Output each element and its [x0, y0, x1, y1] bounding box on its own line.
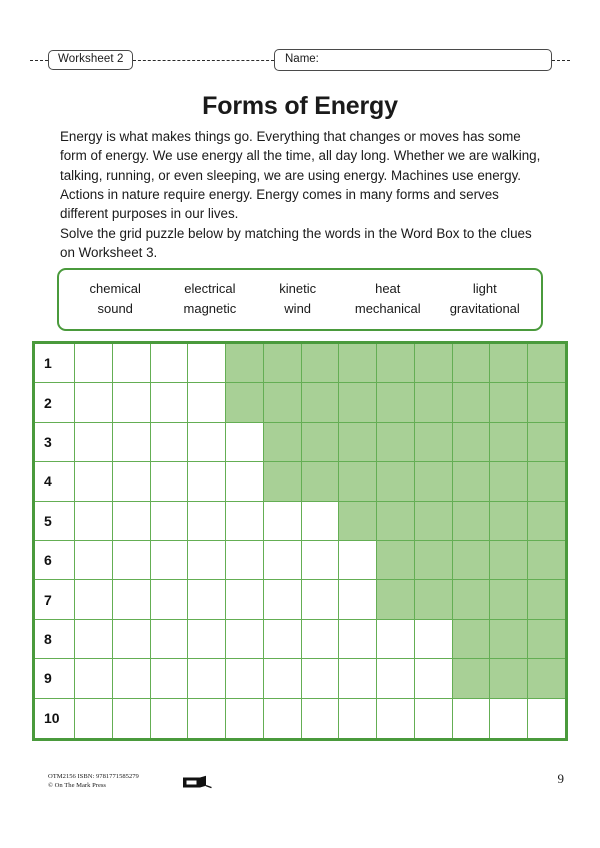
- grid-cell-blank[interactable]: [415, 620, 453, 659]
- grid-cell-blank[interactable]: [226, 502, 264, 541]
- word-box-row-2: [69, 299, 531, 319]
- grid-cell-blank[interactable]: [113, 620, 151, 659]
- grid-cell-blank[interactable]: [75, 541, 113, 580]
- grid-cell-blank[interactable]: [339, 620, 377, 659]
- grid-cell-blank[interactable]: [151, 580, 189, 619]
- instruction-paragraph: Solve the grid puzzle below by matching the words in the Word Box to the clues on Worksheet 3.: [60, 226, 532, 261]
- word-electrical: electrical: [184, 281, 236, 296]
- grid-cell-blank[interactable]: [75, 344, 113, 383]
- publisher-logo-icon: [182, 773, 214, 791]
- footer-code-line: OTM2156 ISBN: 9781771585279: [48, 773, 139, 780]
- grid-row-label: 5: [35, 502, 75, 541]
- grid-cell-shaded[interactable]: [415, 502, 453, 541]
- word-magnetic: magnetic: [183, 301, 237, 316]
- grid-cell-shaded[interactable]: [528, 580, 565, 619]
- grid-cell-shaded[interactable]: [377, 383, 415, 422]
- grid-cell-blank[interactable]: [302, 502, 340, 541]
- grid-cell-blank[interactable]: [75, 423, 113, 462]
- word-sound: sound: [97, 301, 133, 316]
- grid-row: [35, 344, 565, 383]
- grid-row: [35, 659, 565, 698]
- grid-cell-blank[interactable]: [264, 620, 302, 659]
- grid-cell-blank[interactable]: [75, 383, 113, 422]
- grid-row-label: 8: [35, 620, 75, 659]
- word-kinetic: kinetic: [279, 281, 317, 296]
- grid-cell-blank[interactable]: [113, 423, 151, 462]
- grid-row: [35, 502, 565, 541]
- grid-cell-shaded[interactable]: [528, 659, 565, 698]
- grid-cell-blank[interactable]: [151, 344, 189, 383]
- grid-cell-blank[interactable]: [188, 699, 226, 738]
- name-field[interactable]: Name:: [274, 49, 552, 72]
- grid-cell-blank[interactable]: [226, 541, 264, 580]
- grid-cell-blank[interactable]: [302, 541, 340, 580]
- word-mechanical: mechanical: [354, 301, 421, 316]
- grid-row: [35, 580, 565, 619]
- grid-cell-blank[interactable]: [226, 423, 264, 462]
- grid-cell-blank[interactable]: [339, 541, 377, 580]
- grid-cell-shaded[interactable]: [339, 502, 377, 541]
- grid-cell-blank[interactable]: [151, 699, 189, 738]
- grid-cell-blank[interactable]: [75, 659, 113, 698]
- grid-cell-shaded[interactable]: [490, 383, 528, 422]
- grid-cell-shaded[interactable]: [415, 423, 453, 462]
- grid-cell-blank[interactable]: [113, 502, 151, 541]
- grid-cell-shaded[interactable]: [302, 423, 340, 462]
- grid-cell-blank[interactable]: [339, 580, 377, 619]
- grid-cell-shaded[interactable]: [490, 462, 528, 501]
- worksheet-tag: Worksheet 2: [48, 50, 133, 71]
- grid-row-label: 6: [35, 541, 75, 580]
- header-dash-middle: [133, 60, 274, 61]
- grid-cell-blank[interactable]: [528, 699, 565, 738]
- grid-cell-shaded[interactable]: [415, 462, 453, 501]
- grid-row: [35, 423, 565, 462]
- grid-cell-blank[interactable]: [226, 462, 264, 501]
- grid-cell-blank[interactable]: [226, 699, 264, 738]
- grid-cell-blank[interactable]: [302, 659, 340, 698]
- grid-cell-shaded[interactable]: [453, 580, 491, 619]
- grid-cell-shaded[interactable]: [490, 502, 528, 541]
- grid-cell-shaded[interactable]: [339, 423, 377, 462]
- grid-cell-shaded[interactable]: [415, 541, 453, 580]
- grid-cell-shaded[interactable]: [302, 344, 340, 383]
- grid-cell-blank[interactable]: [188, 383, 226, 422]
- grid-row-label: 2: [35, 383, 75, 422]
- header-dash-left: [30, 60, 48, 61]
- grid-cell-blank[interactable]: [151, 541, 189, 580]
- grid-cell-shaded[interactable]: [490, 541, 528, 580]
- page-title: Forms of Energy: [202, 92, 398, 120]
- puzzle-grid: [32, 341, 568, 741]
- grid-cell-shaded[interactable]: [453, 462, 491, 501]
- footer-imprint: [48, 772, 139, 791]
- grid-cell-blank[interactable]: [151, 502, 189, 541]
- grid-cell-blank[interactable]: [264, 659, 302, 698]
- grid-cell-blank[interactable]: [226, 659, 264, 698]
- grid-cell-blank[interactable]: [302, 699, 340, 738]
- grid-cell-blank[interactable]: [490, 699, 528, 738]
- grid-row: [35, 462, 565, 501]
- grid-cell-shaded[interactable]: [490, 580, 528, 619]
- grid-cell-blank[interactable]: [264, 580, 302, 619]
- grid-cell-blank[interactable]: [188, 462, 226, 501]
- grid-cell-blank[interactable]: [226, 580, 264, 619]
- grid-cell-shaded[interactable]: [528, 423, 565, 462]
- grid-row: [35, 541, 565, 580]
- grid-cell-shaded[interactable]: [264, 462, 302, 501]
- grid-cell-blank[interactable]: [302, 580, 340, 619]
- grid-cell-blank[interactable]: [75, 620, 113, 659]
- grid-cell-blank[interactable]: [264, 699, 302, 738]
- grid-cell-shaded[interactable]: [377, 580, 415, 619]
- grid-cell-shaded[interactable]: [528, 383, 565, 422]
- grid-cell-blank[interactable]: [113, 699, 151, 738]
- grid-cell-blank[interactable]: [113, 659, 151, 698]
- grid-cell-blank[interactable]: [188, 659, 226, 698]
- word-box-row-1: [69, 279, 531, 299]
- grid-cell-shaded[interactable]: [490, 423, 528, 462]
- grid-cell-blank[interactable]: [113, 580, 151, 619]
- grid-row-label: 3: [35, 423, 75, 462]
- grid-row-label: 10: [35, 699, 75, 738]
- grid-cell-shaded[interactable]: [339, 383, 377, 422]
- grid-cell-blank[interactable]: [264, 541, 302, 580]
- grid-cell-blank[interactable]: [113, 462, 151, 501]
- grid-row: [35, 620, 565, 659]
- word-gravitational: gravitational: [449, 301, 520, 316]
- grid-cell-shaded[interactable]: [528, 620, 565, 659]
- word-light: light: [472, 281, 497, 296]
- grid-cell-shaded[interactable]: [528, 502, 565, 541]
- grid-cell-blank[interactable]: [75, 580, 113, 619]
- grid-cell-blank[interactable]: [188, 620, 226, 659]
- page-number: 9: [557, 771, 564, 786]
- grid-cell-blank[interactable]: [415, 699, 453, 738]
- page-header: [30, 47, 570, 73]
- grid-cell-shaded[interactable]: [226, 344, 264, 383]
- grid-cell-blank[interactable]: [377, 699, 415, 738]
- grid-cell-shaded[interactable]: [302, 462, 340, 501]
- grid-cell-shaded[interactable]: [453, 541, 491, 580]
- grid-cell-shaded[interactable]: [453, 659, 491, 698]
- header-dash-right: [552, 60, 570, 61]
- grid-cell-shaded[interactable]: [302, 383, 340, 422]
- grid-cell-blank[interactable]: [113, 541, 151, 580]
- grid-cell-blank[interactable]: [151, 383, 189, 422]
- grid-cell-blank[interactable]: [415, 659, 453, 698]
- grid-cell-shaded[interactable]: [339, 344, 377, 383]
- word-box: [57, 268, 543, 331]
- grid-cell-shaded[interactable]: [453, 423, 491, 462]
- grid-cell-blank[interactable]: [377, 620, 415, 659]
- grid-cell-blank[interactable]: [151, 659, 189, 698]
- grid-cell-blank[interactable]: [377, 659, 415, 698]
- grid-cell-blank[interactable]: [453, 699, 491, 738]
- grid-cell-blank[interactable]: [151, 423, 189, 462]
- grid-cell-shaded[interactable]: [453, 620, 491, 659]
- grid-row-label: 7: [35, 580, 75, 619]
- grid-cell-blank[interactable]: [302, 620, 340, 659]
- grid-cell-blank[interactable]: [226, 620, 264, 659]
- grid-cell-shaded[interactable]: [415, 344, 453, 383]
- grid-cell-blank[interactable]: [113, 383, 151, 422]
- grid-cell-blank[interactable]: [75, 462, 113, 501]
- grid-cell-shaded[interactable]: [528, 541, 565, 580]
- grid-cell-shaded[interactable]: [528, 462, 565, 501]
- footer-copyright-line: © On The Mark Press: [48, 782, 106, 790]
- grid-cell-blank[interactable]: [75, 502, 113, 541]
- grid-cell-shaded[interactable]: [490, 344, 528, 383]
- grid-row-label: 9: [35, 659, 75, 698]
- grid-cell-blank[interactable]: [151, 462, 189, 501]
- grid-cell-shaded[interactable]: [453, 502, 491, 541]
- grid-cell-shaded[interactable]: [226, 383, 264, 422]
- grid-cell-blank[interactable]: [339, 699, 377, 738]
- grid-cell-blank[interactable]: [339, 659, 377, 698]
- grid-cell-shaded[interactable]: [377, 541, 415, 580]
- grid-cell-shaded[interactable]: [264, 344, 302, 383]
- grid-cell-blank[interactable]: [113, 344, 151, 383]
- grid-cell-blank[interactable]: [188, 423, 226, 462]
- grid-cell-blank[interactable]: [188, 580, 226, 619]
- word-heat: heat: [375, 281, 401, 296]
- grid-row: [35, 383, 565, 422]
- grid-row: [35, 699, 565, 738]
- grid-cell-shaded[interactable]: [528, 344, 565, 383]
- grid-cell-shaded[interactable]: [490, 659, 528, 698]
- grid-cell-blank[interactable]: [264, 502, 302, 541]
- grid-cell-blank[interactable]: [188, 344, 226, 383]
- grid-cell-shaded[interactable]: [377, 502, 415, 541]
- grid-cell-shaded[interactable]: [415, 383, 453, 422]
- grid-cell-shaded[interactable]: [377, 423, 415, 462]
- word-chemical: chemical: [89, 281, 141, 296]
- grid-cell-blank[interactable]: [151, 620, 189, 659]
- intro-paragraph: Energy is what makes things go. Everything that changes or moves has some form of energy. We use energy all the time, all day long. Whether we are walking, talking, running, or even sleeping, we are using energy. Machines use energy. Actions in nature require energy. Energy comes in many forms and serves different purposes in our lives.: [60, 129, 541, 222]
- grid-cell-shaded[interactable]: [264, 423, 302, 462]
- grid-cell-shaded[interactable]: [377, 344, 415, 383]
- grid-cell-shaded[interactable]: [339, 462, 377, 501]
- grid-cell-blank[interactable]: [188, 541, 226, 580]
- grid-cell-shaded[interactable]: [415, 580, 453, 619]
- grid-row-label: 1: [35, 344, 75, 383]
- grid-cell-shaded[interactable]: [264, 383, 302, 422]
- grid-cell-shaded[interactable]: [453, 344, 491, 383]
- grid-row-label: 4: [35, 462, 75, 501]
- grid-cell-shaded[interactable]: [377, 462, 415, 501]
- grid-cell-blank[interactable]: [188, 502, 226, 541]
- word-wind: wind: [284, 301, 312, 316]
- grid-cell-shaded[interactable]: [453, 383, 491, 422]
- grid-cell-shaded[interactable]: [490, 620, 528, 659]
- grid-cell-blank[interactable]: [75, 699, 113, 738]
